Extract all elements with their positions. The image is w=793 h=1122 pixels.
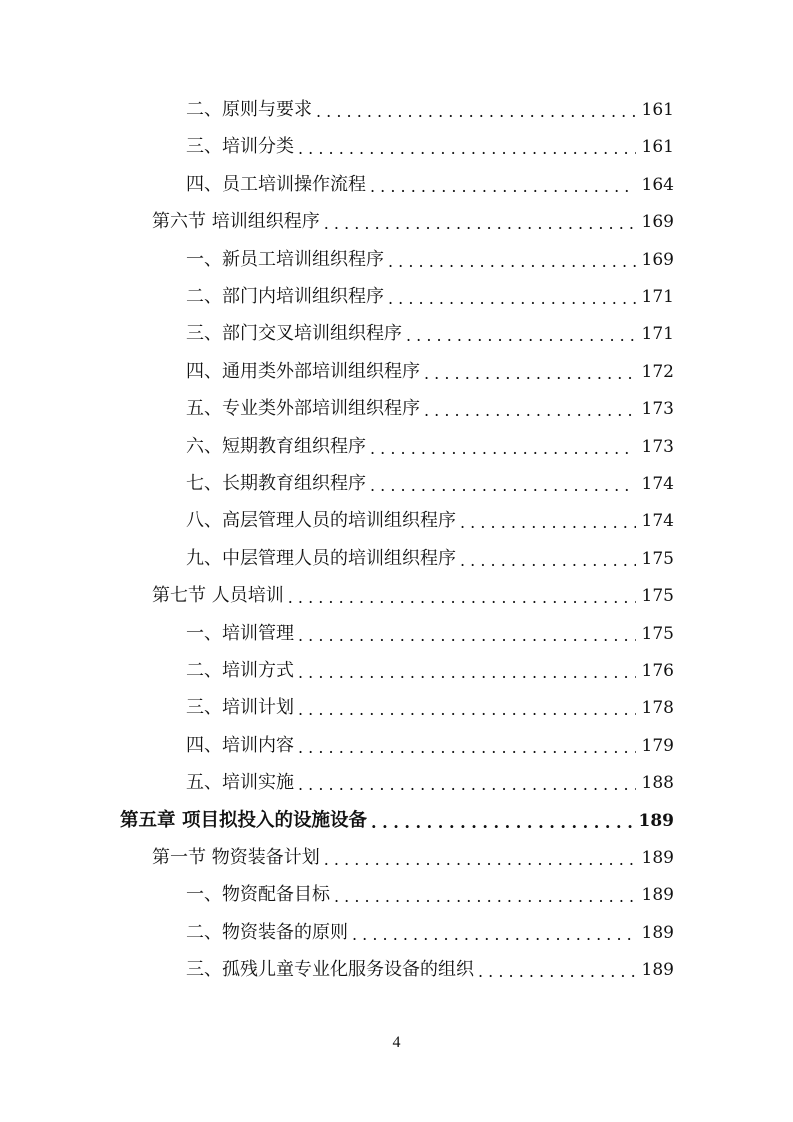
toc-entry-page: 169: [641, 249, 674, 270]
dot-leader: [370, 476, 636, 496]
toc-entry-label: 二、培训方式: [186, 660, 294, 681]
toc-entry-label: 第一节 物资装备计划: [152, 847, 320, 868]
toc-entry[interactable]: [186, 354, 674, 384]
toc-entry-label: 四、通用类外部培训组织程序: [186, 360, 420, 382]
dot-leader: [478, 962, 636, 982]
toc-entry-page: 179: [641, 735, 674, 756]
toc-entry[interactable]: [186, 653, 674, 683]
dot-leader: [324, 214, 636, 234]
dot-leader: [406, 326, 636, 346]
toc-entry-label: 六、短期教育组织程序: [186, 435, 366, 457]
toc-entry-page: 169: [641, 212, 674, 233]
toc-entry-label: 三、部门交叉培训组织程序: [186, 323, 402, 345]
toc-entry[interactable]: [186, 167, 674, 197]
toc-entry[interactable]: [186, 391, 674, 421]
toc-entry-label: 五、专业类外部培训组织程序: [186, 398, 420, 420]
toc-entry-label: 第七节 人员培训: [152, 585, 284, 607]
dot-leader: [370, 177, 636, 197]
toc-entry[interactable]: [120, 803, 674, 833]
page-number: 4: [392, 1034, 401, 1051]
toc-entry-page: 189: [638, 810, 674, 831]
toc-entry-label: 第六节 培训组织程序: [152, 211, 320, 233]
dot-leader: [298, 700, 636, 720]
dot-leader: [298, 738, 636, 758]
toc-entry-page: 175: [641, 548, 674, 569]
toc-entry-page: 172: [641, 361, 674, 382]
toc-entry-page: 171: [641, 324, 674, 345]
toc-entry[interactable]: [186, 728, 674, 758]
toc-entry-page: 178: [641, 698, 674, 719]
toc-entry-label: 五、培训实施: [186, 772, 294, 794]
toc-entry-page: 175: [641, 623, 674, 644]
toc-entry[interactable]: [186, 616, 674, 646]
toc-entry-label: 三、培训分类: [186, 136, 294, 158]
toc-entry[interactable]: [186, 279, 674, 309]
dot-leader: [324, 850, 636, 870]
toc-entry-page: 174: [641, 474, 674, 494]
dot-leader: [371, 813, 633, 833]
toc-entry-label: 一、新员工培训组织程序: [186, 248, 384, 270]
toc-entry-page: 173: [641, 436, 674, 457]
toc-entry-label: 八、高层管理人员的培训组织程序: [186, 510, 456, 532]
toc-entry[interactable]: [186, 541, 674, 571]
dot-leader: [316, 102, 636, 122]
toc-entry-page: 189: [641, 885, 674, 906]
dot-leader: [298, 626, 636, 646]
toc-entry[interactable]: [152, 204, 674, 234]
toc-entry[interactable]: [186, 952, 674, 982]
dot-leader: [388, 252, 636, 272]
dot-leader: [460, 513, 636, 533]
toc-entry[interactable]: [186, 466, 674, 496]
toc-entry-label: 四、员工培训操作流程: [186, 173, 366, 195]
toc-entry[interactable]: [186, 765, 674, 795]
toc-entry-label: 七、长期教育组织程序: [186, 473, 366, 494]
toc-entry-page: 161: [641, 137, 674, 158]
toc-entry-label: 二、物资装备的原则: [186, 921, 348, 943]
toc-entry[interactable]: [186, 503, 674, 533]
toc-entry[interactable]: [186, 877, 674, 907]
dot-leader: [352, 925, 636, 945]
toc-entry-page: 173: [641, 399, 674, 420]
toc-entry-label: 三、孤残儿童专业化服务设备的组织: [186, 959, 474, 981]
dot-leader: [288, 588, 636, 608]
dot-leader: [298, 139, 636, 159]
dot-leader: [424, 401, 636, 421]
toc-entry-label: 二、原则与要求: [186, 99, 312, 120]
toc-entry-page: 189: [641, 848, 674, 868]
toc-entry-page: 189: [641, 922, 674, 943]
toc-entry-label: 二、部门内培训组织程序: [186, 286, 384, 307]
toc-entry-label: 一、培训管理: [186, 622, 294, 644]
toc-entry-page: 164: [641, 174, 674, 195]
toc-entry-label: 一、物资配备目标: [186, 884, 330, 906]
dot-leader: [424, 364, 636, 384]
toc-entry-label: 九、中层管理人员的培训组织程序: [186, 547, 456, 569]
dot-leader: [334, 887, 636, 907]
toc-entry-label: 四、培训内容: [186, 734, 294, 756]
toc-entry-page: 171: [641, 287, 674, 307]
toc-entry[interactable]: [186, 690, 674, 720]
toc-entry[interactable]: [152, 578, 674, 608]
toc-entry-label: 第五章 项目拟投入的设施设备: [120, 809, 367, 831]
dot-leader: [298, 663, 636, 683]
toc-entry[interactable]: [186, 242, 674, 272]
toc-entry[interactable]: [186, 429, 674, 459]
toc-entry-page: 176: [641, 661, 674, 681]
toc-entry[interactable]: [186, 915, 674, 945]
toc-entry-label: 三、培训计划: [186, 697, 294, 719]
toc-entry[interactable]: [152, 840, 674, 870]
toc-entry[interactable]: [186, 92, 674, 122]
toc-entry[interactable]: [186, 316, 674, 346]
toc-entry-page: 175: [641, 586, 674, 607]
dot-leader: [370, 439, 636, 459]
dot-leader: [388, 289, 636, 309]
toc-entry-page: 188: [641, 773, 674, 794]
toc-entry-page: 161: [641, 100, 674, 120]
toc-entry-page: 174: [641, 511, 674, 532]
dot-leader: [298, 775, 636, 795]
dot-leader: [460, 551, 636, 571]
toc-entry[interactable]: [186, 129, 674, 159]
toc-entry-page: 189: [641, 960, 674, 981]
